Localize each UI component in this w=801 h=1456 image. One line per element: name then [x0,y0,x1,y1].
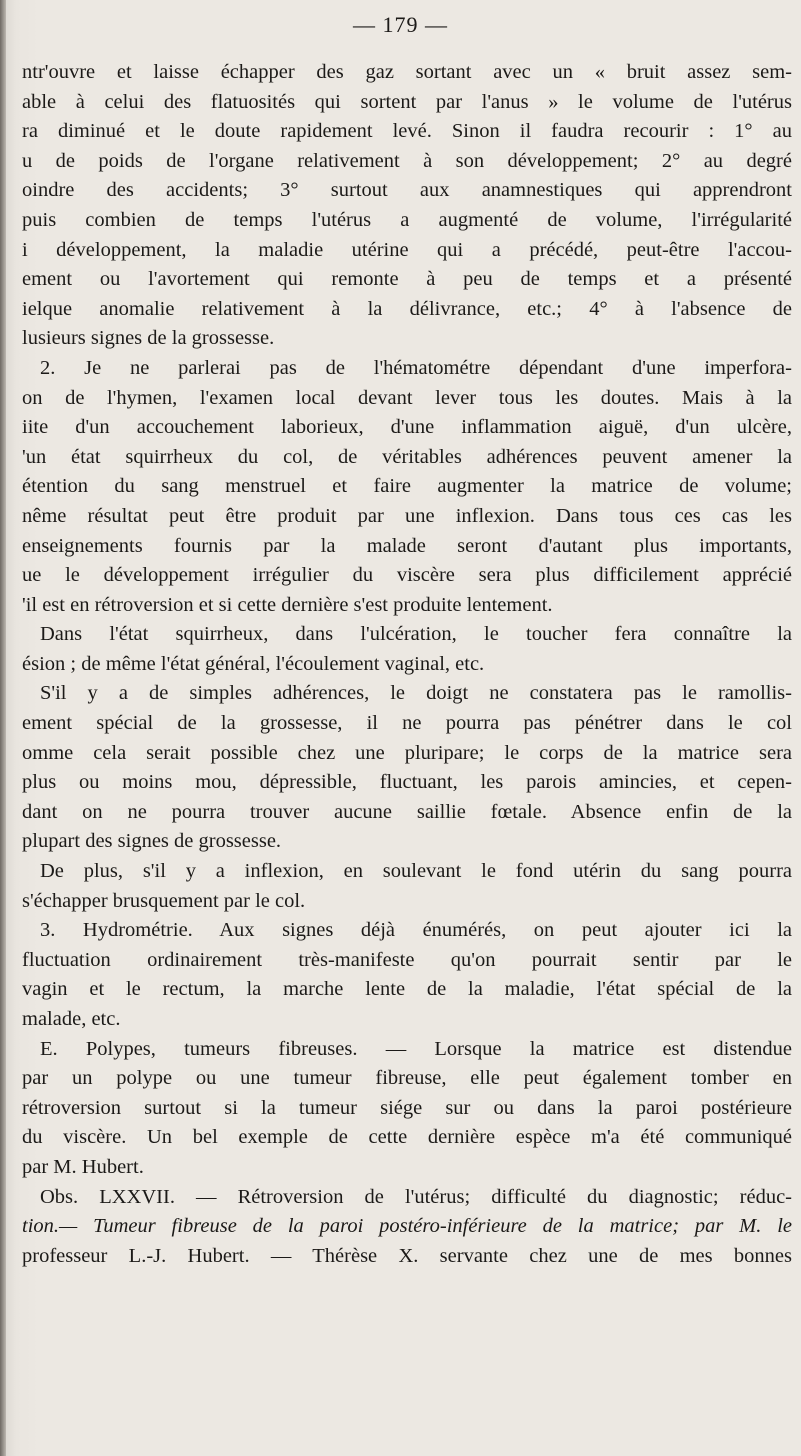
text-line: i développement, la maladie utérine qui a précédé, peut-être l'accou- [22,238,792,261]
text-line: ielque anomalie relativement à la délivrance, etc.; 4° à l'absence de [22,297,792,320]
text-line: ement ou l'avortement qui remonte à peu de temps et a présenté [22,268,792,291]
text-line: oindre des accidents; 3° surtout aux anamnestiques qui apprendront [22,179,792,202]
text-line: u de poids de l'organe relativement à son développement; 2° au degré [22,149,792,172]
text-line: étention du sang menstruel et faire augmenter la matrice de volume; [22,475,792,498]
text-line: nême résultat peut être produit par une inflexion. Dans tous ces cas les [22,504,792,527]
text-line: iite d'un accouchement laborieux, d'une inflammation aiguë, d'un ulcère, [22,416,792,439]
text-line: plupart des signes de grossesse. [22,830,282,853]
text-line: 'il est en rétroversion et si cette dernière s'est produite lentement. [22,593,553,616]
text-line: par M. Hubert. [22,1155,144,1178]
text-line: 'un état squirrheux du col, de véritables adhérences peuvent amener la [22,445,792,468]
observation-line: professeur L.-J. Hubert. — Thérèse X. servante chez une de mes bonnes [22,1244,792,1267]
text-line: able à celui des flatuosités qui sortent par l'anus » le volume de l'utérus [22,90,792,113]
text-line: par un polype ou une tumeur fibreuse, elle peut également tomber en [22,1067,792,1090]
text-line: S'il y a de simples adhérences, le doigt ne constatera pas le ramollis- [40,682,792,705]
text-line: 3. Hydrométrie. Aux signes déjà énumérés, on peut ajouter ici la [40,919,792,942]
body-text [22,58,792,1271]
text-line: s'échapper brusquement par le col. [22,889,306,912]
text-line: Dans l'état squirrheux, dans l'ulcération, le toucher fera connaître la [40,623,792,646]
observation-line: Obs. LXXVII. — Rétroversion de l'utérus; difficulté du diagnostic; réduc- [40,1185,792,1208]
text-line: omme cela serait possible chez une pluripare; le corps de la matrice sera [22,741,792,764]
text-line: ntr'ouvre et laisse échapper des gaz sortant avec un « bruit assez sem- [22,61,792,83]
text-line: ement spécial de la grossesse, il ne pourra pas pénétrer dans le col [22,712,792,735]
text-line: ésion ; de même l'état général, l'écoulement vaginal, etc. [22,652,485,675]
text-line: dant on ne pourra trouver aucune saillie fœtale. Absence enfin de la [22,800,792,823]
text-line: vagin et le rectum, la marche lente de la maladie, l'état spécial de la [22,978,792,1001]
observation-line: tion.— Tumeur fibreuse de la paroi postéro-inférieure de la matrice; par M. le [22,1215,792,1238]
text-line: fluctuation ordinairement très-manifeste qu'on pourrait sentir par le [22,948,792,971]
page-binding-edge [0,0,6,1456]
text-line: enseignements fournis par la malade seront d'autant plus importants, [22,534,792,557]
text-line: malade, etc. [22,1008,121,1030]
text-line: De plus, s'il y a inflexion, en soulevant le fond utérin du sang pourra [40,860,792,883]
text-line: ue le développement irrégulier du viscère sera plus difficilement apprécié [22,564,792,587]
text-line: 2. Je ne parlerai pas de l'hématométre dépendant d'une imperfora- [40,356,792,379]
page-number: — 179 — [353,12,448,37]
text-line: lusieurs signes de la grossesse. [22,327,275,350]
text-line: du viscère. Un bel exemple de cette dernière espèce m'a été communiqué [22,1126,792,1149]
text-line: on de l'hymen, l'examen local devant lever tous les doutes. Mais à la [22,386,792,409]
text-line: rétroversion surtout si la tumeur siége sur ou dans la paroi postérieure [22,1096,792,1119]
text-line: plus ou moins mou, dépressible, fluctuant, les parois amincies, et cepen- [22,771,792,794]
text-line: ra diminué et le doute rapidement levé. Sinon il faudra recourir : 1° au [22,120,792,143]
text-line: E. Polypes, tumeurs fibreuses. — Lorsque la matrice est distendue [40,1037,792,1060]
text-line: puis combien de temps l'utérus a augmenté de volume, l'irrégularité [22,208,792,231]
